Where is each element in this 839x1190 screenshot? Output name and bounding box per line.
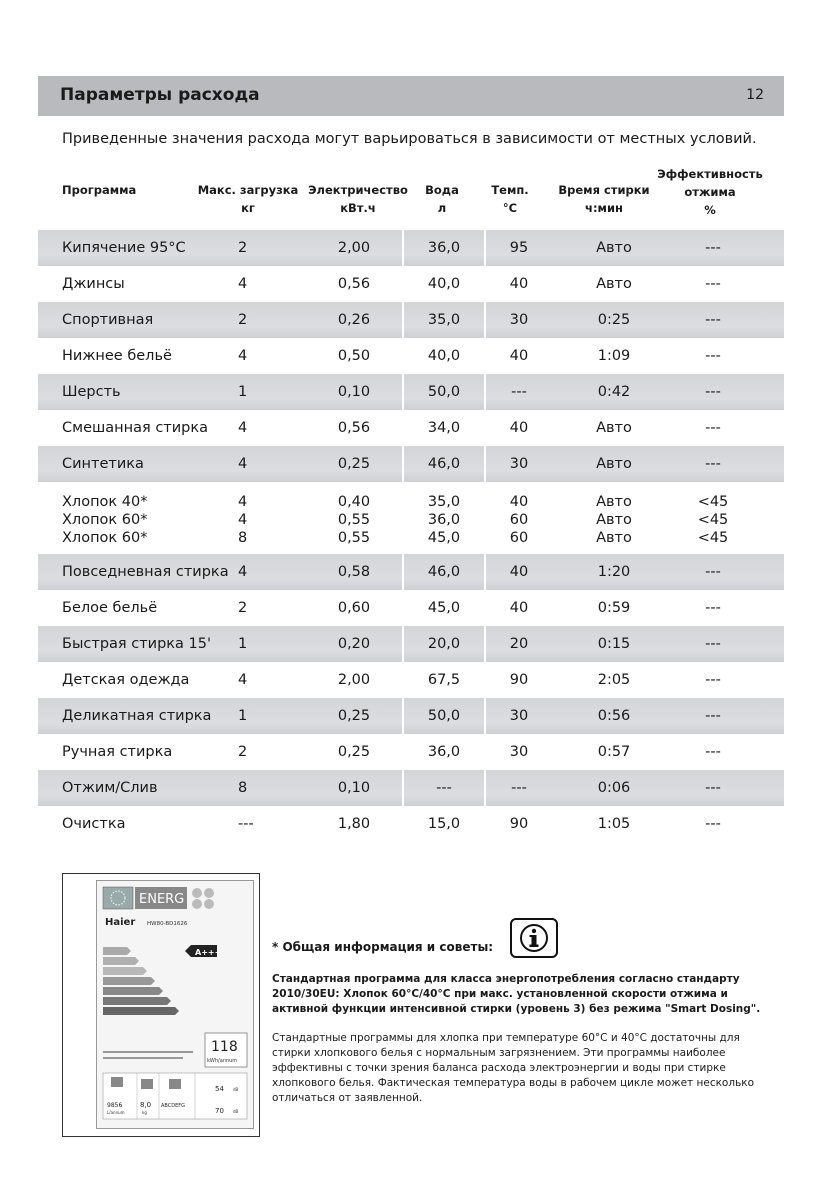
table-row xyxy=(38,230,784,266)
cotton-column xyxy=(238,493,258,547)
row-value: 60 xyxy=(509,512,529,528)
row-value: 0:57 xyxy=(597,744,631,760)
row-value: 4 xyxy=(238,564,248,580)
row-value: --- xyxy=(705,312,721,328)
row-value: 45,0 xyxy=(427,600,461,616)
row-value: 67,5 xyxy=(427,672,461,688)
row-value: 1 xyxy=(238,708,248,724)
cotton-column xyxy=(404,493,484,547)
label-brand: Haier xyxy=(105,917,136,928)
label-capacity-unit: kg xyxy=(142,1110,147,1115)
info-block xyxy=(272,940,772,1106)
row-value: 40 xyxy=(509,564,529,580)
row-value: Авто xyxy=(596,494,632,510)
row-value: 0,25 xyxy=(337,744,371,760)
row-value: 0,25 xyxy=(337,456,371,472)
label-water-unit: L/annum xyxy=(107,1110,125,1115)
table-row xyxy=(38,734,784,770)
row-value: 30 xyxy=(509,708,529,724)
table-row xyxy=(38,410,784,446)
label-kwh-unit: kWh/annum xyxy=(207,1058,238,1064)
row-value: 0:15 xyxy=(597,636,631,652)
label-class: A+++ xyxy=(195,948,222,957)
row-value: Авто xyxy=(596,530,632,546)
row-program: Нижнее бельё xyxy=(62,348,172,364)
row-value: 0,56 xyxy=(337,420,371,436)
col-water: Вода л xyxy=(425,183,459,215)
row-value: Авто xyxy=(596,240,632,256)
row-value: 0,55 xyxy=(337,512,371,528)
row-value: 30 xyxy=(509,744,529,760)
table-row xyxy=(38,446,784,482)
row-value: 46,0 xyxy=(427,456,461,472)
row-program: Шерсть xyxy=(62,384,121,400)
row-program: Деликатная стирка xyxy=(62,708,212,724)
row-value: 40 xyxy=(509,420,529,436)
row-program: Синтетика xyxy=(62,456,144,472)
info-heading: * Общая информация и советы: xyxy=(272,940,494,954)
row-value: 95 xyxy=(509,240,529,256)
row-value: 8 xyxy=(238,780,248,796)
row-value: 40,0 xyxy=(427,276,461,292)
row-value: --- xyxy=(238,816,254,832)
row-value: --- xyxy=(705,384,721,400)
row-value: 0,40 xyxy=(337,494,371,510)
row-value: 1 xyxy=(238,636,248,652)
row-value: 4 xyxy=(238,494,248,510)
row-value: Авто xyxy=(596,276,632,292)
col-temp: Темп. °C xyxy=(491,183,529,215)
row-value: 8 xyxy=(238,530,248,546)
row-value: --- xyxy=(705,780,721,796)
table-row xyxy=(38,698,784,734)
row-value: 0,58 xyxy=(337,564,371,580)
row-value: 0,55 xyxy=(337,530,371,546)
row-program: Джинсы xyxy=(62,276,125,292)
row-value: 0,60 xyxy=(337,600,371,616)
row-value: <45 xyxy=(697,494,729,510)
col-load: Макс. загрузка кг xyxy=(197,183,299,215)
intro-note: Приведенные значения расхода могут варьироваться в зависимости от местных условий. xyxy=(62,131,757,147)
label-energy-word: ENERG xyxy=(139,892,185,907)
row-value: 20 xyxy=(509,636,529,652)
row-value: --- xyxy=(705,276,721,292)
row-value: --- xyxy=(511,780,527,796)
table-row xyxy=(38,626,784,662)
row-value: 40 xyxy=(509,348,529,364)
row-value: --- xyxy=(705,420,721,436)
row-program: Ручная стирка xyxy=(62,744,173,760)
row-value: --- xyxy=(705,564,721,580)
row-program: Хлопок 40* xyxy=(62,494,148,510)
cotton-column xyxy=(484,493,554,547)
row-value: 1:05 xyxy=(597,816,631,832)
row-value: 4 xyxy=(238,420,248,436)
row-value: 4 xyxy=(238,276,248,292)
row-value: 50,0 xyxy=(427,384,461,400)
label-noise-spin: 70 xyxy=(215,1107,224,1115)
row-value: 2,00 xyxy=(337,240,371,256)
row-value: 35,0 xyxy=(427,494,461,510)
energy-label xyxy=(96,880,254,1129)
row-value: 1 xyxy=(238,384,248,400)
row-value: --- xyxy=(705,240,721,256)
row-value: --- xyxy=(705,744,721,760)
row-value: Авто xyxy=(596,512,632,528)
row-value: 0:56 xyxy=(597,708,631,724)
row-program: Отжим/Слив xyxy=(62,780,158,796)
row-value: 2 xyxy=(238,744,248,760)
label-capacity: 8,0 xyxy=(140,1101,152,1109)
info-text: Стандартные программы для хлопка при температуре 60°C и 40°C достаточны для стирки хлопкового белья с нормальным загрязнением. Эти программы наиболее эффективны с точки зрения баланса расхода электроэнергии и воды при стирке хлопкового белья. Фактическая температура воды в рабочем цикле может несколько отличаться от заявленной. xyxy=(272,1032,755,1104)
row-value: Авто xyxy=(596,456,632,472)
row-value: 0:42 xyxy=(597,384,631,400)
row-value: 0:59 xyxy=(597,600,631,616)
col-energy: Электричество кВт.ч xyxy=(308,183,408,215)
row-value: 50,0 xyxy=(427,708,461,724)
label-model: HW80-BD1626 xyxy=(147,921,188,927)
row-value: 2 xyxy=(238,312,248,328)
table-row xyxy=(38,770,784,806)
row-value: --- xyxy=(436,780,452,796)
row-value: 4 xyxy=(238,672,248,688)
row-program: Очистка xyxy=(62,816,126,832)
table-row xyxy=(38,590,784,626)
row-value: --- xyxy=(705,456,721,472)
row-value: --- xyxy=(705,816,721,832)
row-value: 4 xyxy=(238,456,248,472)
row-program: Белое бельё xyxy=(62,600,158,616)
table-row xyxy=(38,806,784,842)
energy-label-graphic xyxy=(97,881,253,1128)
row-value: 4 xyxy=(238,348,248,364)
row-value: 45,0 xyxy=(427,530,461,546)
row-value: --- xyxy=(705,636,721,652)
row-program: Смешанная стирка xyxy=(62,420,209,436)
label-noise-wash: 54 xyxy=(215,1085,224,1093)
row-value: 0:25 xyxy=(597,312,631,328)
col-spin: Эффективность отжима % xyxy=(657,167,763,217)
cotton-column xyxy=(554,493,674,547)
row-value: --- xyxy=(705,672,721,688)
row-value: <45 xyxy=(697,530,729,546)
row-value: 15,0 xyxy=(427,816,461,832)
label-noise-unit-wash: dB xyxy=(233,1087,239,1092)
row-value: --- xyxy=(705,348,721,364)
row-value: 0,56 xyxy=(337,276,371,292)
row-program: Кипячение 95°C xyxy=(62,240,186,256)
row-value: 1,80 xyxy=(337,816,371,832)
energy-label-image xyxy=(62,873,260,1137)
row-value: 1:09 xyxy=(597,348,631,364)
row-value: 35,0 xyxy=(427,312,461,328)
row-value: --- xyxy=(705,708,721,724)
row-program: Спортивная xyxy=(62,312,154,328)
row-value: 20,0 xyxy=(427,636,461,652)
row-value: 0,20 xyxy=(337,636,371,652)
row-value: 4 xyxy=(238,512,248,528)
row-value: Авто xyxy=(596,420,632,436)
label-noise-unit-spin: dB xyxy=(233,1109,239,1114)
row-value: 90 xyxy=(509,816,529,832)
col-program: Программа xyxy=(62,183,137,197)
row-value: 34,0 xyxy=(427,420,461,436)
table-row xyxy=(38,554,784,590)
table-row xyxy=(38,374,784,410)
table-row xyxy=(38,266,784,302)
label-water: 9856 xyxy=(107,1102,123,1109)
row-value: 36,0 xyxy=(427,240,461,256)
row-value: 0,10 xyxy=(337,780,371,796)
row-value: 0:06 xyxy=(597,780,631,796)
row-value: 2,00 xyxy=(337,672,371,688)
row-program: Хлопок 60* xyxy=(62,530,148,546)
row-value: 60 xyxy=(509,530,529,546)
row-value: 36,0 xyxy=(427,744,461,760)
row-value: 30 xyxy=(509,456,529,472)
row-value: 36,0 xyxy=(427,512,461,528)
row-value: <45 xyxy=(697,512,729,528)
row-value: 30 xyxy=(509,312,529,328)
col-time: Время стирки ч:мин xyxy=(558,183,650,215)
label-kwh: 118 xyxy=(211,1039,238,1055)
row-value: --- xyxy=(705,600,721,616)
page-number: 12 xyxy=(746,87,764,103)
row-program: Хлопок 60* xyxy=(62,512,148,528)
cotton-column xyxy=(62,493,148,547)
row-value: 40,0 xyxy=(427,348,461,364)
row-value: 0,26 xyxy=(337,312,371,328)
row-program: Повседневная стирка xyxy=(62,564,229,580)
row-value: 2:05 xyxy=(597,672,631,688)
row-value: 2 xyxy=(238,600,248,616)
row-value: 46,0 xyxy=(427,564,461,580)
table-row xyxy=(38,302,784,338)
table-row xyxy=(38,338,784,374)
row-value: 90 xyxy=(509,672,529,688)
row-value: --- xyxy=(511,384,527,400)
section-title: Параметры расхода xyxy=(60,85,260,105)
row-value: 0,50 xyxy=(337,348,371,364)
row-value: 1:20 xyxy=(597,564,631,580)
cotton-column xyxy=(304,493,404,547)
row-value: 0,25 xyxy=(337,708,371,724)
table-row xyxy=(38,662,784,698)
row-program: Быстрая стирка 15' xyxy=(62,636,211,652)
row-value: 0,10 xyxy=(337,384,371,400)
section-header xyxy=(38,76,784,116)
cotton-column xyxy=(658,493,768,547)
row-value: 2 xyxy=(238,240,248,256)
label-spin-class: ABCDEFG xyxy=(161,1103,186,1109)
row-value: 40 xyxy=(509,276,529,292)
row-value: 40 xyxy=(509,494,529,510)
row-value: 40 xyxy=(509,600,529,616)
row-program: Детская одежда xyxy=(62,672,190,688)
table-row-cotton xyxy=(38,488,784,552)
info-bold-text: Стандартная программа для класса энергопотребления согласно стандарту 2010/30EU: Хлопок 60°C/40°C при макс. установленной скорости отжима и активной функции интенсивной стирки (уровень 3) без режима "Smart Dosing". xyxy=(272,973,761,1015)
